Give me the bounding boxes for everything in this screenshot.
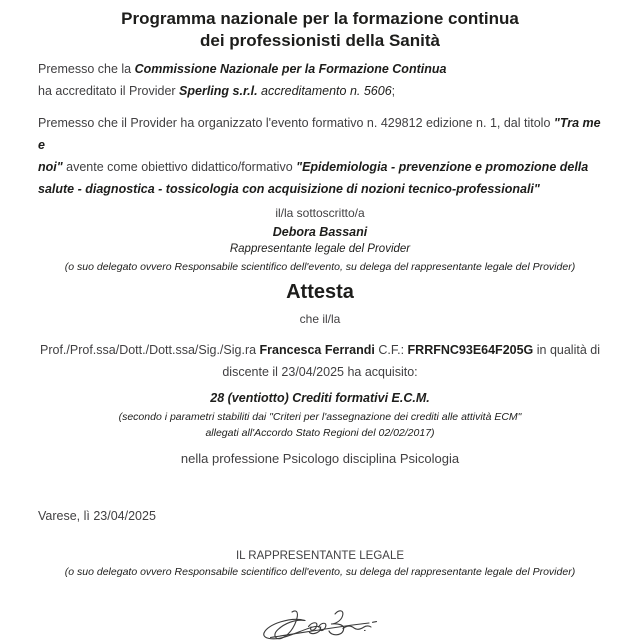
event-objective-part1: "Epidemiologia - prevenzione e promozione della xyxy=(296,160,589,174)
premise-accreditation xyxy=(38,58,602,102)
attendee-line1 xyxy=(38,339,602,361)
criteria-note-line1: (secondo i parametri stabiliti dai "Criteri per l'assegnazione dei crediti alle attività ECM" xyxy=(118,411,522,423)
attendee-qualifier: in qualità di xyxy=(533,343,600,357)
credits-line: 28 (ventiotto) Crediti formativi E.C.M. xyxy=(210,391,430,405)
premise-accreditation-line2 xyxy=(38,80,602,102)
signatory-delegate-note: (o suo delegato ovvero Responsabile scientifico dell'evento, su delega del rappresentante legale del Provider) xyxy=(64,261,576,273)
signatory-role: Rappresentante legale del Provider xyxy=(229,243,411,255)
certificate-title-line2: dei professionisti della Sanità xyxy=(200,31,440,50)
line-terminator: ; xyxy=(391,84,396,98)
premise-event-line2 xyxy=(38,156,602,178)
event-title-part1: "Tra me e xyxy=(38,116,601,152)
signatory-name: Debora Bassani xyxy=(272,225,368,239)
attendee-name: Francesca Ferrandi xyxy=(259,343,375,357)
certificate-title-line1: Programma nazionale per la formazione continua xyxy=(121,9,519,28)
premise-event-line3 xyxy=(38,178,602,200)
signature-block xyxy=(38,606,602,640)
attesta-heading: Attesta xyxy=(286,281,354,303)
criteria-note-line2: allegati all'Accordo Stato Regioni del 02/02/2017) xyxy=(205,427,435,439)
provider-name: Sperling s.r.l. xyxy=(179,84,258,98)
provider-intro-text: ha accreditato il Provider xyxy=(38,84,180,98)
accreditation-number: accreditamento n. 5606 xyxy=(257,84,392,98)
commission-name: Commissione Nazionale per la Formazione Continua xyxy=(134,62,447,76)
che-il-la-line: che il/la xyxy=(299,312,341,326)
event-objective-part2: salute - diagnostica - tossicologia con acquisizione di nozioni tecnico-professionali" xyxy=(38,182,540,196)
cf-label: C.F.: xyxy=(374,343,408,357)
event-intro-text: Premesso che il Provider ha organizzato l'evento formativo n. 429812 edizione n. 1, dal titolo xyxy=(38,116,554,130)
cf-value: FRRFNC93E64F205G xyxy=(407,343,534,357)
premise-event xyxy=(38,112,602,200)
attendee-titles-prefix: Prof./Prof.ssa/Dott./Dott.ssa/Sig./Sig.ra xyxy=(40,343,260,357)
profession-line: nella professione Psicologo disciplina Psicologia xyxy=(180,451,460,466)
signatory-intro: il/la sottoscritto/a xyxy=(275,206,365,220)
certificate-title xyxy=(38,8,602,52)
attendee-paragraph xyxy=(38,339,602,383)
signature-image xyxy=(261,606,379,640)
legal-representative-delegate-note: (o suo delegato ovvero Responsabile scientifico dell'evento, su delega del rappresentante legale del Provider) xyxy=(64,566,576,578)
event-title-part2: noi" xyxy=(38,160,63,174)
premise-accreditation-line1 xyxy=(38,58,602,80)
premise-event-line1 xyxy=(38,112,602,156)
attendee-line2: discente il 23/04/2025 ha acquisito: xyxy=(222,365,418,379)
objective-intro-text: avente come obiettivo didattico/formativo xyxy=(62,160,297,174)
place-and-date: Varese, lì 23/04/2025 xyxy=(38,509,156,523)
criteria-note xyxy=(38,409,602,441)
premise-accreditation-text: Premesso che la xyxy=(38,62,135,76)
legal-representative-title: IL RAPPRESENTANTE LEGALE xyxy=(235,550,405,562)
